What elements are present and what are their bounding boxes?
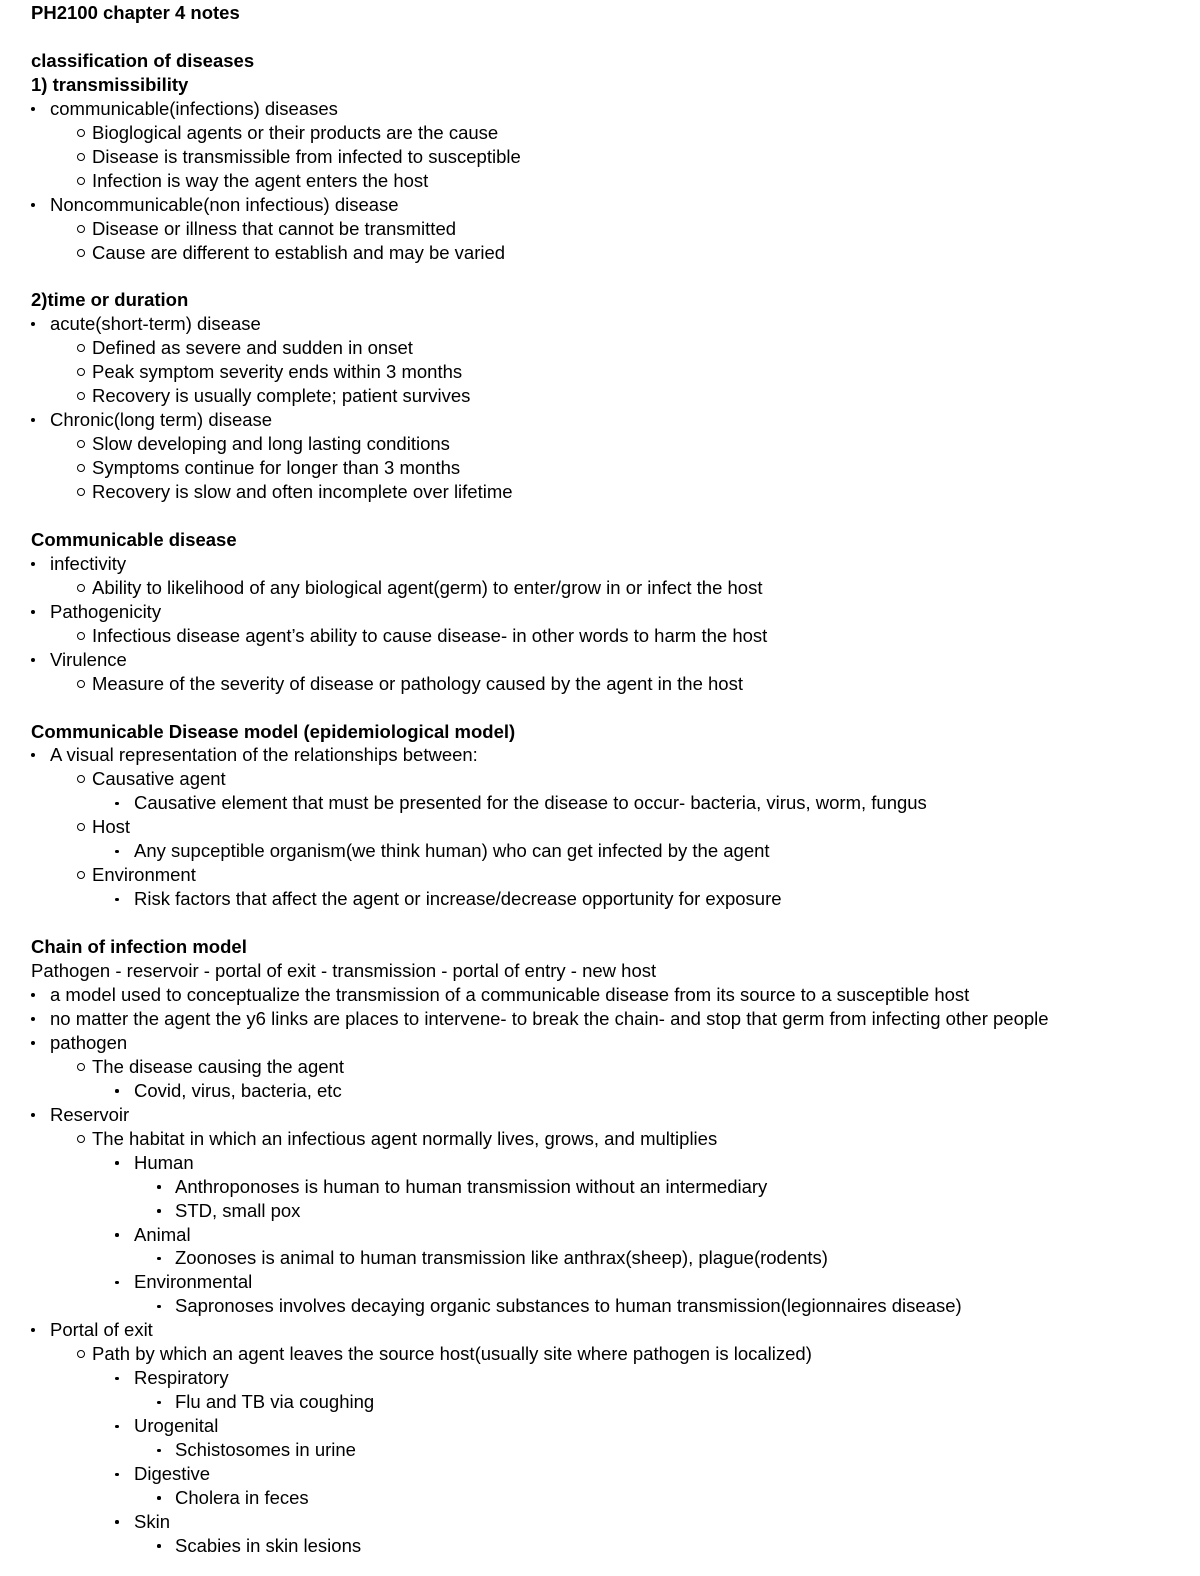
section-heading xyxy=(0,74,1200,96)
list-item-level-2 xyxy=(0,816,1200,838)
line-text: communicable(infections) diseases xyxy=(50,97,338,119)
list-item-level-4 xyxy=(0,1176,1200,1198)
line-text: Virulence xyxy=(50,648,127,670)
list-item-level-2 xyxy=(0,1343,1200,1365)
line-text: Recovery is slow and often incomplete over lifetime xyxy=(92,481,513,502)
line-text: Risk factors that affect the agent or increase/decrease opportunity for exposure xyxy=(134,888,782,910)
line-text: Environmental xyxy=(134,1271,253,1293)
bullet-icon xyxy=(31,107,35,111)
line-text: Reservoir xyxy=(50,1103,130,1125)
line-text: Symptoms continue for longer than 3 months xyxy=(92,457,461,479)
document-title: PH2100 chapter 4 notes xyxy=(31,2,240,23)
hollow-bullet-icon xyxy=(77,225,85,233)
list-item-level-1 xyxy=(0,1319,1200,1341)
list-item-level-2 xyxy=(0,170,1200,192)
list-item-level-2 xyxy=(0,433,1200,455)
line-text: The habitat in which an infectious agent normally lives, grows, and multiplies xyxy=(92,1127,718,1149)
line-text: A visual representation of the relationships between: xyxy=(50,744,478,766)
section-heading xyxy=(0,50,1200,72)
small-bullet-icon xyxy=(115,1520,119,1524)
line-text: 1) transmissibility xyxy=(31,73,189,95)
line-text: Communicable disease xyxy=(31,528,237,550)
hollow-bullet-icon xyxy=(77,823,85,831)
list-item-level-3 xyxy=(0,1080,1200,1102)
small-bullet-icon xyxy=(157,1544,161,1548)
line-text: acute(short-term) disease xyxy=(50,313,261,335)
bullet-icon xyxy=(31,610,35,614)
list-item-level-2 xyxy=(0,625,1200,647)
body-text xyxy=(0,960,1200,982)
line-text: Cause are different to establish and may be varied xyxy=(92,241,506,263)
line-text: Path by which an agent leaves the source host(usually site where pathogen is localized) xyxy=(92,1343,812,1365)
hollow-bullet-icon xyxy=(77,1350,85,1358)
bullet-icon xyxy=(31,1041,35,1045)
line-text: Urogenital xyxy=(134,1415,219,1436)
hollow-bullet-icon xyxy=(77,464,85,472)
list-item-level-2 xyxy=(0,457,1200,479)
list-item-level-3 xyxy=(0,1271,1200,1293)
small-bullet-icon xyxy=(115,802,119,806)
bullet-icon xyxy=(31,418,35,422)
list-item-level-4 xyxy=(0,1391,1200,1413)
hollow-bullet-icon xyxy=(77,129,85,137)
hollow-bullet-icon xyxy=(77,440,85,448)
list-item-level-2 xyxy=(0,481,1200,503)
line-text: Skin xyxy=(134,1510,170,1532)
list-item-level-1 xyxy=(0,649,1200,671)
small-bullet-icon xyxy=(115,1161,119,1165)
list-item-level-3 xyxy=(0,1415,1200,1437)
hollow-bullet-icon xyxy=(77,153,85,161)
section-heading xyxy=(0,529,1200,551)
line-text: Pathogen - reservoir - portal of exit - transmission - portal of entry - new host xyxy=(31,960,657,981)
small-bullet-icon xyxy=(115,1377,119,1381)
hollow-bullet-icon xyxy=(77,392,85,400)
line-text: Peak symptom severity ends within 3 months xyxy=(92,361,463,383)
line-text: Respiratory xyxy=(134,1367,229,1389)
small-bullet-icon xyxy=(157,1496,161,1500)
section-heading xyxy=(0,721,1200,743)
line-text: STD, small pox xyxy=(175,1199,301,1221)
line-text: Disease or illness that cannot be transmitted xyxy=(92,217,457,239)
list-item-level-1 xyxy=(0,744,1200,766)
line-text: Covid, virus, bacteria, etc xyxy=(134,1079,342,1101)
list-item-level-1 xyxy=(0,98,1200,120)
small-bullet-icon xyxy=(157,1401,161,1405)
line-text: Slow developing and long lasting conditions xyxy=(92,433,450,455)
bullet-icon xyxy=(31,658,35,662)
line-text: infectivity xyxy=(50,552,127,574)
list-item-level-1 xyxy=(0,194,1200,216)
list-item-level-4 xyxy=(0,1200,1200,1222)
line-text: Causative element that must be presented for the disease to occur- bacteria, virus, worm, fungus xyxy=(134,792,927,814)
list-item-level-4 xyxy=(0,1247,1200,1269)
hollow-bullet-icon xyxy=(77,584,85,592)
list-item-level-2 xyxy=(0,1056,1200,1078)
list-item-level-1 xyxy=(0,1032,1200,1054)
list-item-level-3 xyxy=(0,1511,1200,1533)
hollow-bullet-icon xyxy=(77,1135,85,1143)
section-heading xyxy=(0,289,1200,311)
small-bullet-icon xyxy=(157,1449,161,1453)
bullet-icon xyxy=(31,993,35,997)
small-bullet-icon xyxy=(115,850,119,854)
list-item-level-1 xyxy=(0,409,1200,431)
list-item-level-3 xyxy=(0,840,1200,862)
list-item-level-1 xyxy=(0,313,1200,335)
line-text: Infection is way the agent enters the host xyxy=(92,169,429,191)
list-item-level-2 xyxy=(0,361,1200,383)
hollow-bullet-icon xyxy=(77,632,85,640)
hollow-bullet-icon xyxy=(77,871,85,879)
line-text: Flu and TB via coughing xyxy=(175,1391,375,1413)
line-text: Environment xyxy=(92,864,196,886)
line-text: Pathogenicity xyxy=(50,600,162,622)
small-bullet-icon xyxy=(157,1185,161,1189)
hollow-bullet-icon xyxy=(77,680,85,688)
line-text: Animal xyxy=(134,1223,191,1245)
hollow-bullet-icon xyxy=(77,488,85,496)
line-text: Defined as severe and sudden in onset xyxy=(92,337,413,359)
bullet-icon xyxy=(31,562,35,566)
line-text: Portal of exit xyxy=(50,1319,153,1341)
list-item-level-1 xyxy=(0,984,1200,1006)
small-bullet-icon xyxy=(115,898,119,902)
list-item-level-1 xyxy=(0,1008,1200,1030)
list-item-level-1 xyxy=(0,1104,1200,1126)
list-item-level-3 xyxy=(0,1152,1200,1174)
hollow-bullet-icon xyxy=(77,249,85,257)
line-text: Chronic(long term) disease xyxy=(50,409,273,431)
line-text: Any supceptible organism(we think human) who can get infected by the agent xyxy=(134,840,770,862)
bullet-icon xyxy=(31,1113,35,1117)
small-bullet-icon xyxy=(157,1257,161,1261)
list-item-level-2 xyxy=(0,337,1200,359)
section-heading xyxy=(0,936,1200,958)
bullet-icon xyxy=(31,753,35,757)
list-item-level-1 xyxy=(0,553,1200,575)
line-text: Chain of infection model xyxy=(31,936,247,957)
list-item-level-3 xyxy=(0,792,1200,814)
line-text: Measure of the severity of disease or pathology caused by the agent in the host xyxy=(92,672,743,694)
line-text: Causative agent xyxy=(92,768,226,790)
line-text: Ability to likelihood of any biological agent(germ) to enter/grow in or infect the host xyxy=(92,576,763,598)
line-text: Bioglogical agents or their products are the cause xyxy=(92,121,499,143)
line-text: Noncommunicable(non infectious) disease xyxy=(50,193,399,215)
bullet-icon xyxy=(31,203,35,207)
list-item-level-4 xyxy=(0,1487,1200,1509)
small-bullet-icon xyxy=(115,1089,119,1093)
hollow-bullet-icon xyxy=(77,177,85,185)
hollow-bullet-icon xyxy=(77,368,85,376)
line-text: pathogen xyxy=(50,1031,128,1053)
line-text: 2)time or duration xyxy=(31,289,189,311)
line-text: Sapronoses involves decaying organic substances to human transmission(legionnaires disease) xyxy=(175,1295,962,1317)
bullet-icon xyxy=(31,322,35,326)
line-text: Communicable Disease model (epidemiological model) xyxy=(31,720,516,742)
small-bullet-icon xyxy=(157,1305,161,1309)
small-bullet-icon xyxy=(115,1473,119,1477)
list-item-level-2 xyxy=(0,385,1200,407)
list-item-level-3 xyxy=(0,888,1200,910)
line-text: Host xyxy=(92,816,131,838)
list-item-level-2 xyxy=(0,218,1200,240)
list-item-level-2 xyxy=(0,673,1200,695)
list-item-level-3 xyxy=(0,1224,1200,1246)
list-item-level-2 xyxy=(0,242,1200,264)
line-text: a model used to conceptualize the transmission of a communicable disease from its source to a susceptible host xyxy=(50,983,970,1005)
list-item-level-2 xyxy=(0,122,1200,144)
list-item-level-2 xyxy=(0,864,1200,886)
line-text: Anthroponoses is human to human transmission without an intermediary xyxy=(175,1175,768,1197)
bullet-icon xyxy=(31,1328,35,1332)
list-item-level-3 xyxy=(0,1367,1200,1389)
list-item-level-4 xyxy=(0,1439,1200,1461)
line-text: Recovery is usually complete; patient survives xyxy=(92,385,471,407)
small-bullet-icon xyxy=(115,1281,119,1285)
line-text: Cholera in feces xyxy=(175,1486,309,1508)
small-bullet-icon xyxy=(157,1209,161,1213)
line-text: Disease is transmissible from infected to susceptible xyxy=(92,145,521,167)
line-text: Schistosomes in urine xyxy=(175,1439,356,1460)
hollow-bullet-icon xyxy=(77,1063,85,1071)
line-text: Digestive xyxy=(134,1463,211,1484)
list-item-level-2 xyxy=(0,1128,1200,1150)
list-item-level-2 xyxy=(0,768,1200,790)
line-text: The disease causing the agent xyxy=(92,1055,344,1077)
hollow-bullet-icon xyxy=(77,344,85,352)
small-bullet-icon xyxy=(115,1233,119,1237)
list-item-level-4 xyxy=(0,1535,1200,1557)
hollow-bullet-icon xyxy=(77,775,85,783)
line-text: classification of diseases xyxy=(31,49,255,71)
small-bullet-icon xyxy=(115,1425,119,1429)
list-item-level-1 xyxy=(0,601,1200,623)
list-item-level-2 xyxy=(0,146,1200,168)
line-text: Infectious disease agent’s ability to cause disease- in other words to harm the host xyxy=(92,624,768,646)
line-text: Zoonoses is animal to human transmission like anthrax(sheep), plague(rodents) xyxy=(175,1247,828,1269)
list-item-level-4 xyxy=(0,1295,1200,1317)
bullet-icon xyxy=(31,1017,35,1021)
line-text: no matter the agent the y6 links are places to intervene- to break the chain- and stop that germ from infecting other people xyxy=(50,1007,1049,1029)
line-text: Human xyxy=(134,1151,194,1173)
line-text: Scabies in skin lesions xyxy=(175,1534,362,1556)
list-item-level-2 xyxy=(0,577,1200,599)
list-item-level-3 xyxy=(0,1463,1200,1485)
